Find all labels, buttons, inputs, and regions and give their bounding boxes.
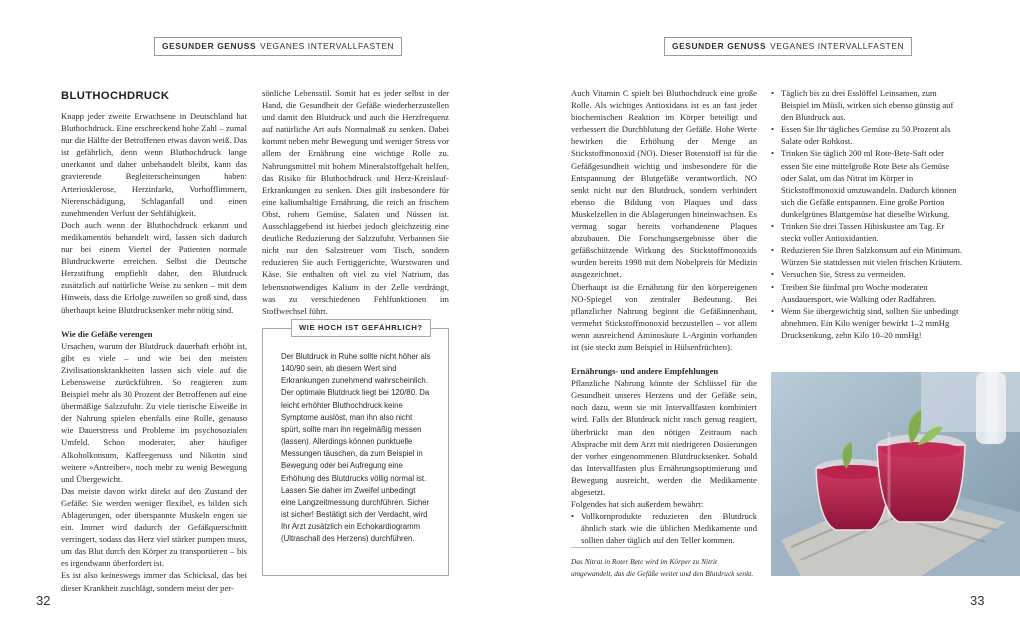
list-item: • Täglich bis zu drei Esslöffel Leinsamen, zum Beispiel im Müsli, wirken sich ebenso günstig auf den Blutdruck aus. <box>771 87 963 123</box>
paragraph: Es ist also keineswegs immer das Schicksal, das bei dieser Krankheit zuschlägt, sondern meist der per- <box>61 570 247 593</box>
page-number-right: 33 <box>970 593 985 608</box>
text-column-3 <box>571 87 757 546</box>
image-caption: Das Nitrat in Roter Bete wird im Körper zu Nitrit umgewandelt, das die Gefäße weitet und den Blutdruck senkt. <box>571 557 754 578</box>
running-header-right <box>664 37 912 56</box>
paragraph: Das meiste davon wirkt direkt auf den Zustand der Gefäße: Sie werden weniger flexibel, es bilden sich Ablagerungen, oder überspannte Muskeln engen sie ein. Immer wird dadurch der Gefäßquerschnitt verringert, sodass das Herz viel stärker pumpen muss, um das Blut durch den Körper zu transportieren – bis es irgendwann überfordert ist. <box>61 485 247 569</box>
paragraph: Ursachen, warum der Blutdruck dauerhaft erhöht ist, gibt es viele – und wie bei den meisten Zivilisationskrankheiten lassen sich viele auf die Lebensweise zurückführen. So reagieren zum Beispiel mehr als 30 Prozent der Betroffenen auf eine übermäßige Salzzufuhr. Zu viele tierische Eiweiße in der Nahrung spielen ebenfalls eine Rolle, genauso wie Dauerstress und Probleme im psychosozialen Umfeld. Schon moderater, aber häufiger Alkoholkonsum, Kaffeegenuss und Nikotin sind weitere »Antreiber«, noch mehr zu wenig Bewegung und Übergewicht. <box>61 340 247 484</box>
list-item: • Reduzieren Sie Ihren Salzkonsum auf ein Minimum. Würzen Sie stattdessen mit vielen frischen Kräutern. <box>771 244 963 268</box>
bullet-list <box>571 510 757 546</box>
list-item: • Vollkornprodukte reduzieren den Blutdruck ähnlich stark wie die üblichen Medikamente und sollten daher täglich auf den Teller kommen. <box>571 510 757 546</box>
section-heading: Ernährungs- und andere Empfehlungen <box>571 366 719 377</box>
header-rest: VEGANES INTERVALLFASTEN <box>260 41 395 51</box>
text-column-1 <box>61 110 247 594</box>
paragraph: sönliche Lebensstil. Somit hat es jeder selbst in der Hand, die Gesundheit der Gefäße wiederherzustellen und damit den Blutdruck und auch die Herzfrequenz auf natürliche Art aufs Normalmaß zu senken. Dabei kommt neben mehr Bewegung und weniger Stress vor allem der Ernährung eine wichtige Rolle zu. Nahrungsmittel mit hohem Mineralstoffgehalt helfen, das Risiko für Bluthochdruck und Herz-Kreislauf-Erkrankungen zu senken. Dies gilt insbesondere für eine kaliumhaltige Ernährung, die reich an frischem Obst, rohem Gemüse, Salaten und Nüssen ist. Ausschlaggebend ist hierbei jedoch gleichzeitig eine deutliche Reduzierung der Salzzufuhr. Verbannen Sie nicht nur den Salzstreuer vom Tisch, sondern reduzieren Sie auch Fertiggerichte, Wurstwaren und Käse. Sie enthalten oft viel zu viel Natrium, das lebensnotwendiges Kalium in der Zelle verdrängt, was zu verschiedenen Fehlfunktionen im Stoffwechsel führt. <box>262 88 449 316</box>
list-item: • Treiben Sie fünfmal pro Woche moderaten Ausdauersport, wie Walking oder Radfahren. <box>771 281 963 305</box>
paragraph: Auch Vitamin C spielt bei Bluthochdruck eine große Rolle. Als wichtiges Antioxidans ist es an fast jeder biochemischen Reaktion im Körper beteiligt und verbessert die Durchblutung der Gefäße. Hohe Werte bewirken die Erhöhung der Menge an Stickstoffmonoxid (NO). Dieser Botenstoff ist für die Gefäßgesundheit wichtig und insbesondere für die Entspannung der Blutgefäße verantwortlich. NO senkt nicht nur den Blutdruck, sondern verhindert ebenso die Bildung von Plaques und dass Muskelzellen in die Ablagerungen hineinwachsen. Es vermag sogar bereits vorhandenene Plaques abzubauen. Die Forschungsergebnisse über die gefäßschützende Wirkung des Stickstoffmonoxids wurden bereits 1998 mit dem Nobelpreis für Medizin ausgezeichnet. <box>571 88 757 280</box>
running-header-left <box>154 37 402 56</box>
paragraph: Überhaupt ist die Ernährung für den körpereigenen NO-Spiegel von zentraler Bedeutung. Bei pflanzlicher Nahrung beginnt die Gefäßinnenhaut, vermehrt Stickstoffmonoxid herzustellen – vor allem wenn ausreichend Aminosäure L-Arginin vorhanden ist (sie steckt zum Beispiel in Hülsenfrüchten). <box>571 281 757 352</box>
section-heading: Wie die Gefäße verengen <box>61 328 153 339</box>
list-item: • Trinken Sie drei Tassen Hibiskustee am Tag. Er steckt voller Antioxidantien. <box>771 220 963 244</box>
bullet-list <box>771 87 963 341</box>
text-column-4 <box>771 87 963 341</box>
paragraph: Doch auch wenn der Bluthochdruck erkannt und medikamentös behandelt wird, lassen sich dadurch nur bei einem Viertel der Patienten normale Blutdruckwerte erreichen. Selbst die Deutsche Herzstiftung empfiehlt daher, den Blutdruck zusätzlich auf natürliche Weise zu senken – mit dem Hinweis, dass die Erfolge zuweilen so groß sind, dass überhaupt keine Blutdrucksenker mehr nötig sind. <box>61 219 247 315</box>
list-item: • Wenn Sie übergewichtig sind, sollten Sie unbedingt abnehmen. Ein Kilo weniger bewirkt 1–2 mmHg Drucksenkung, zehn Kilo 10–20 mmHg! <box>771 305 963 341</box>
page-number-left: 32 <box>36 593 51 608</box>
header-rest: VEGANES INTERVALLFASTEN <box>770 41 905 51</box>
paragraph: Pflanzliche Nahrung könnte der Schlüssel für die Gesundheit unseres Herzens und der Gefäße sein, noch dazu, wenn sie mit Intervallfasten kombiniert wird. Falls der Blutdruck nicht rasch genug reagiert, überbrückt man den nötigen Zeitraum nach Absprache mit dem Arzt mit niedrigeren Dosierungen der vorher eingenommenen Blutdrucksenker. Sobald das Intervallfasten plus Ernährungsoptimierung und Bewegung ausreicht, werden die Medikamente abgesetzt. <box>571 378 757 497</box>
list-item: • Essen Sie Ihr tägliches Gemüse zu 50 Prozent als Salate oder Rohkost. <box>771 123 963 147</box>
header-bold: GESUNDER GENUSS <box>672 41 767 51</box>
list-item: • Versuchen Sie, Stress zu vermeiden. <box>771 268 963 280</box>
paragraph: Knapp jeder zweite Erwachsene in Deutschland hat Bluthochdruck. Eine erschreckend hohe Zahl – zumal nur die Hälfte der Betroffenen etwas davon weiß. Das ist gefährlich, denn wenn Bluthochdruck lange unerkannt und daher unbehandelt bleibt, kann das gravierende Begleiterscheinungen haben: Arteriosklerose, Herzinfarkt, Vorhofflimmern, Nierenschädigung, Schlaganfall und einen zunehmenden Verlust der Sehfähigkeit. <box>61 111 247 218</box>
text-column-2 <box>262 87 449 317</box>
caption-rule <box>571 547 641 548</box>
list-item: • Trinken Sie täglich 200 ml Rote-Bete-Saft oder essen Sie eine mittelgroße Rote Bete als Gemüse oder Salat, um das Nitrat im Körper in Stickstoffmonoxid umzuwandeln. Dadurch können sich die Gefäße entspannen. Eine große Portion dunkelgrünes Blattgemüse hat dieselbe Wirkung. <box>771 147 963 220</box>
info-box-label: WIE HOCH IST GEFÄHRLICH? <box>291 319 431 337</box>
header-bold: GESUNDER GENUSS <box>162 41 257 51</box>
paragraph: Folgendes hat sich außerdem bewährt: <box>571 499 704 510</box>
info-box-text: Der Blutdruck in Ruhe sollte nicht höher als 140/90 sein, ab diesem Wert sind Erkrankungen zunehmend wahrscheinlich. Der optimale Blutdruck liegt bei 120/80. Da leicht erhöhter Bluthochdruck keine Symptome auslöst, man ihn also nicht spürt, sollte man ihn regelmäßig messen (lassen). Allerdings können punktuelle Messungen täuschen, da zum Beispiel in Bewegung oder bei Aufregung eine Erhöhung des Blutdrucks völlig normal ist. Lassen Sie daher im Zweifel unbedingt eine Langzeitmessung durchführen. Sicher ist sicher! Bestätigt sich der Verdacht, wird Ihr Arzt zusätzlich ein Echokardiogramm (Ultraschall des Herzens) durchführen. <box>281 352 431 544</box>
page-title: BLUTHOCHDRUCK <box>61 90 170 102</box>
beetroot-smoothie-photo <box>771 372 1020 576</box>
